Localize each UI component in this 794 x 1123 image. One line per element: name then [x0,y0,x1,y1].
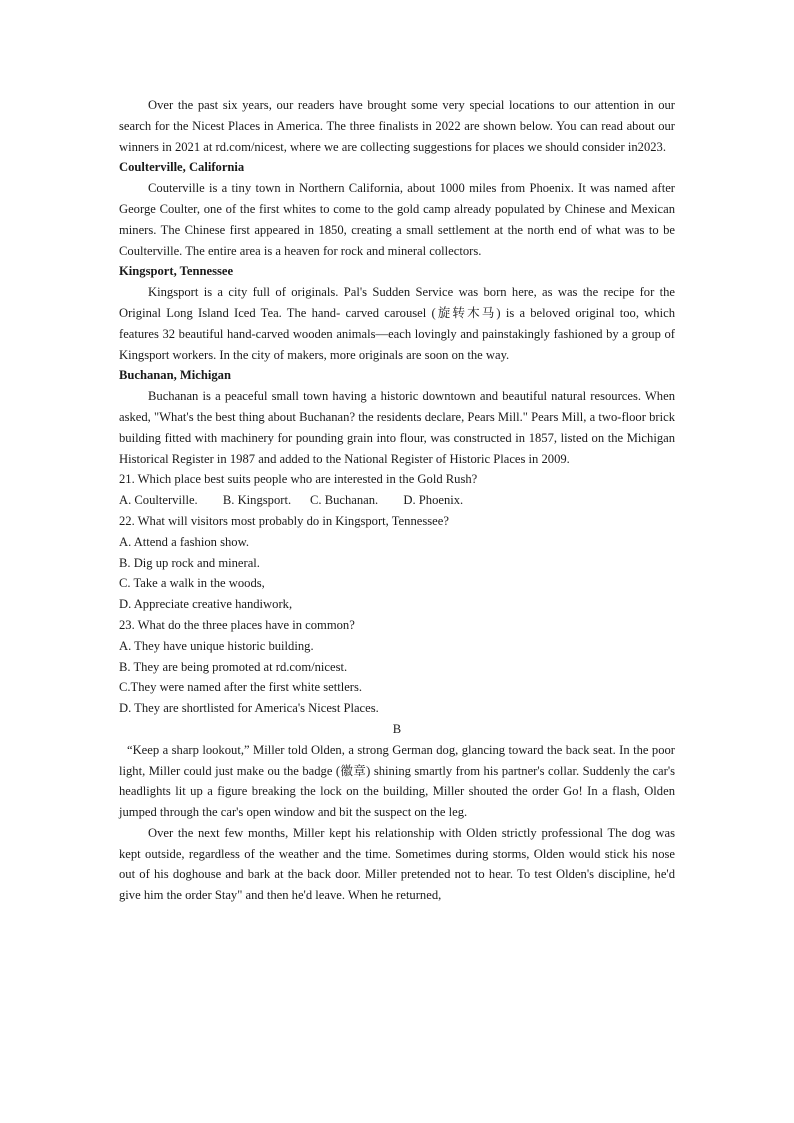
document-page [119,95,675,906]
question-23-option-d: D. They are shortlisted for America's Nicest Places. [119,701,379,716]
section-heading-buchanan: Buchanan, Michigan [119,368,231,383]
question-22-option-d: D. Appreciate creative handiwork, [119,597,293,612]
section-body-buchanan: Buchanan is a peaceful small town having a historic downtown and beautiful natural resources. When asked, "What's the best thing about Buchanan? the residents declare, Pears Mill." Pears Mill, a two-floor brick building fitted with machinery for pounding grain into flour, was constructed in 1857, listed on the Michigan Historical Register in 1987 and added to the National Register of Historic Places in 2009. [119,389,675,466]
question-23-stem: 23. What do the three places have in common? [119,617,355,632]
question-21-options: A. Coulterville. B. Kingsport. C. Buchanan. D. Phoenix. [119,493,464,508]
question-22-stem: 22. What will visitors most probably do in Kingsport, Tennessee? [119,513,449,528]
question-22-option-a: A. Attend a fashion show. [119,534,250,549]
intro-paragraph: Over the past six years, our readers have brought some very special locations to our attention in our search for the Nicest Places in America. The three finalists in 2022 are shown below. You can read about our winners in 2021 at rd.com/nicest, where we are collecting suggestions for places we should consider in2023. [119,98,675,154]
passage-b-label: B [392,721,402,736]
question-23-option-a: A. They have unique historic building. [119,638,314,653]
question-23-option-b: B. They are being promoted at rd.com/nicest. [119,659,348,674]
section-body-kingsport: Kingsport is a city full of originals. Pal's Sudden Service was born here, as was the recipe for the Original Long Island Iced Tea. The hand- carved carousel (旋转木马) is a beloved original too, which features 32 beautiful hand-carved wooden animals—each lovingly and painstakingly fashioned by a group of Kingsport workers. In the city of makers, more originals are soon on the way. [119,285,675,362]
section-heading-coulterville: Coulterville, California [119,160,245,175]
question-23-option-c: C.They were named after the first white settlers. [119,680,363,695]
section-body-coulterville: Couterville is a tiny town in Northern California, about 1000 miles from Phoenix. It was named after George Coulter, one of the first whites to come to the gold camp already populated by Chinese and Mexican miners. The Chinese first appeared in 1850, creating a small settlement at the north end of what was to be Coulterville. The entire area is a heaven for rock and mineral collectors. [119,181,675,258]
section-heading-kingsport: Kingsport, Tennessee [119,264,234,279]
question-22-option-b: B. Dig up rock and mineral. [119,555,260,570]
passage-b-paragraph-1: “Keep a sharp lookout,” Miller told Olden, a strong German dog, glancing toward the back seat. In the poor light, Miller could just make ou the badge (徽章) shining smartly from his partner's collar. Suddenly the car's headlights lit up a figure breaking the lock on the building, Miller shouted the order Go! In a flash, Olden jumped through the car's open window and bit the suspect on the leg. [119,742,675,820]
question-21-stem: 21. Which place best suits people who are interested in the Gold Rush? [119,472,478,487]
question-22-option-c: C. Take a walk in the woods, [119,576,265,591]
passage-b-paragraph-2: Over the next few months, Miller kept his relationship with Olden strictly professional The dog was kept outside, regardless of the weather and the time. Sometimes during storms, Olden would stick his nose out of his doghouse and bark at the back door. Miller pretended not to hear. To test Olden's discipline, he'd give him the order Stay" and then he'd leave. When he returned, [119,825,675,903]
